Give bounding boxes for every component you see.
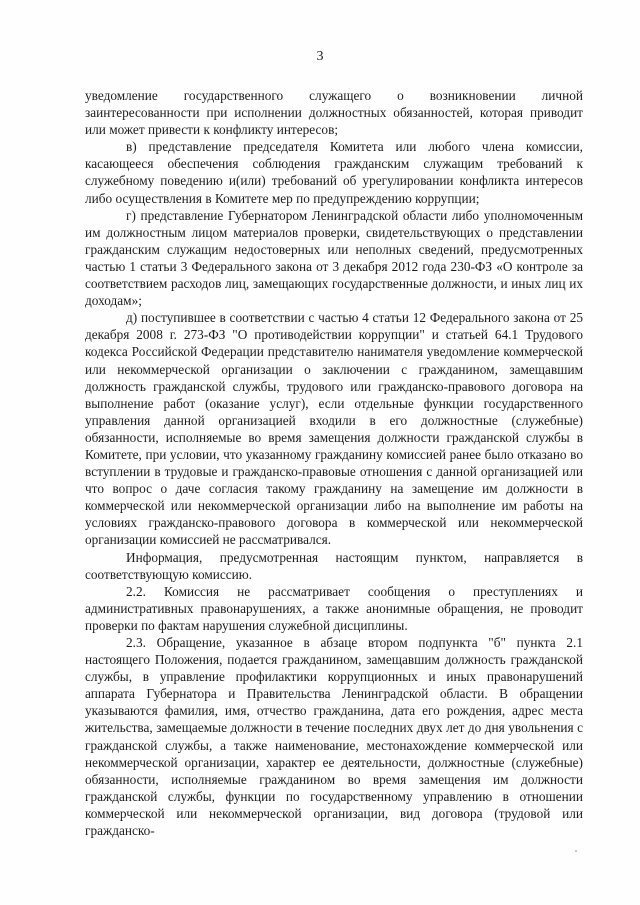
paragraph-item-g: г) представление Губернатором Ленинградской области либо уполномоченным им должностным лицом материалов проверки, свидетельствующих о представлении гражданским служащим недостоверных или неполных сведений, предусмотренных частью 1 статьи 3 Федерального закона от 3 декабря 2012 года 230-ФЗ «О контроле за соответствием расходов лиц, замещающих государственные должности, и иных лиц их доходам»; xyxy=(85,207,583,309)
paragraph-item-d: д) поступившее в соответствии с частью 4 статьи 12 Федерального закона от 25 декабря 2008 г. 273-ФЗ "О противодействии коррупции" и статьей 64.1 Трудового кодекса Российской Федерации представителю нанимателя уведомление коммерческой или некоммерческой организации о заключении с гражданином, замещавшим должность гражданской службы, трудового или гражданско-правового договора на выполнение работ (оказание услуг), если отдельные функции государственного управления данной организацией входили в его должностные (служебные) обязанности, исполняемые во время замещения должности гражданской службы в Комитете, при условии, что указанному гражданину комиссией ранее было отказано во вступлении в трудовые и гражданско-правовые отношения с данной организацией или что вопрос о даче согласия такому гражданину на замещение им должности в коммерческой или некоммерческой организации либо на выполнение им работы на условиях гражданско-правового договора в коммерческой или некоммерческой организации комиссией не рассматривался. xyxy=(85,310,583,548)
paragraph-item-v: в) представление председателя Комитета или любого члена комиссии, касающееся обеспечения соблюдения гражданским служащим требований к служебному поведению и(или) требований об урегулировании конфликта интересов либо осуществления в Комитете мер по предупреждению коррупции; xyxy=(85,139,583,206)
paragraph-information-note: Информация, предусмотренная настоящим пунктом, направляется в соответствующую комиссию. xyxy=(85,549,583,582)
scan-speck xyxy=(575,850,577,852)
paragraph-2-3: 2.3. Обращение, указанное в абзаце втором подпункта "б" пункта 2.1 настоящего Положения, подается гражданином, замещавшим должность гражданской службы, в управление профилактики коррупционных и иных правонарушений аппарата Губернатора и Правительства Ленинградской области. В обращении указываются фамилия, имя, отчество гражданина, дата его рождения, адрес места жительства, замещаемые должности в течение последних двух лет до дня увольнения с гражданской службы, а также наименование, местонахождение коммерческой или некоммерческой организации, характер ее деятельности, должностные (служебные) обязанности, исполняемые гражданином во время замещения им должности гражданской службы, функции по государственному управлению в отношении коммерческой или некоммерческой организации, вид договора (трудовой или гражданско- xyxy=(85,635,583,839)
paragraph-notification-continuation: уведомление государственного служащего о возникновении личной заинтересованности при исполнении должностных обязанностей, которая приводит или может привести к конфликту интересов; xyxy=(85,88,583,138)
page-number: 3 xyxy=(316,49,324,64)
document-body xyxy=(85,87,583,839)
paragraph-2-2: 2.2. Комиссия не рассматривает сообщения о преступлениях и административных правонарушениях, а также анонимные обращения, не проводит проверки по фактам нарушения служебной дисциплины. xyxy=(85,583,583,633)
